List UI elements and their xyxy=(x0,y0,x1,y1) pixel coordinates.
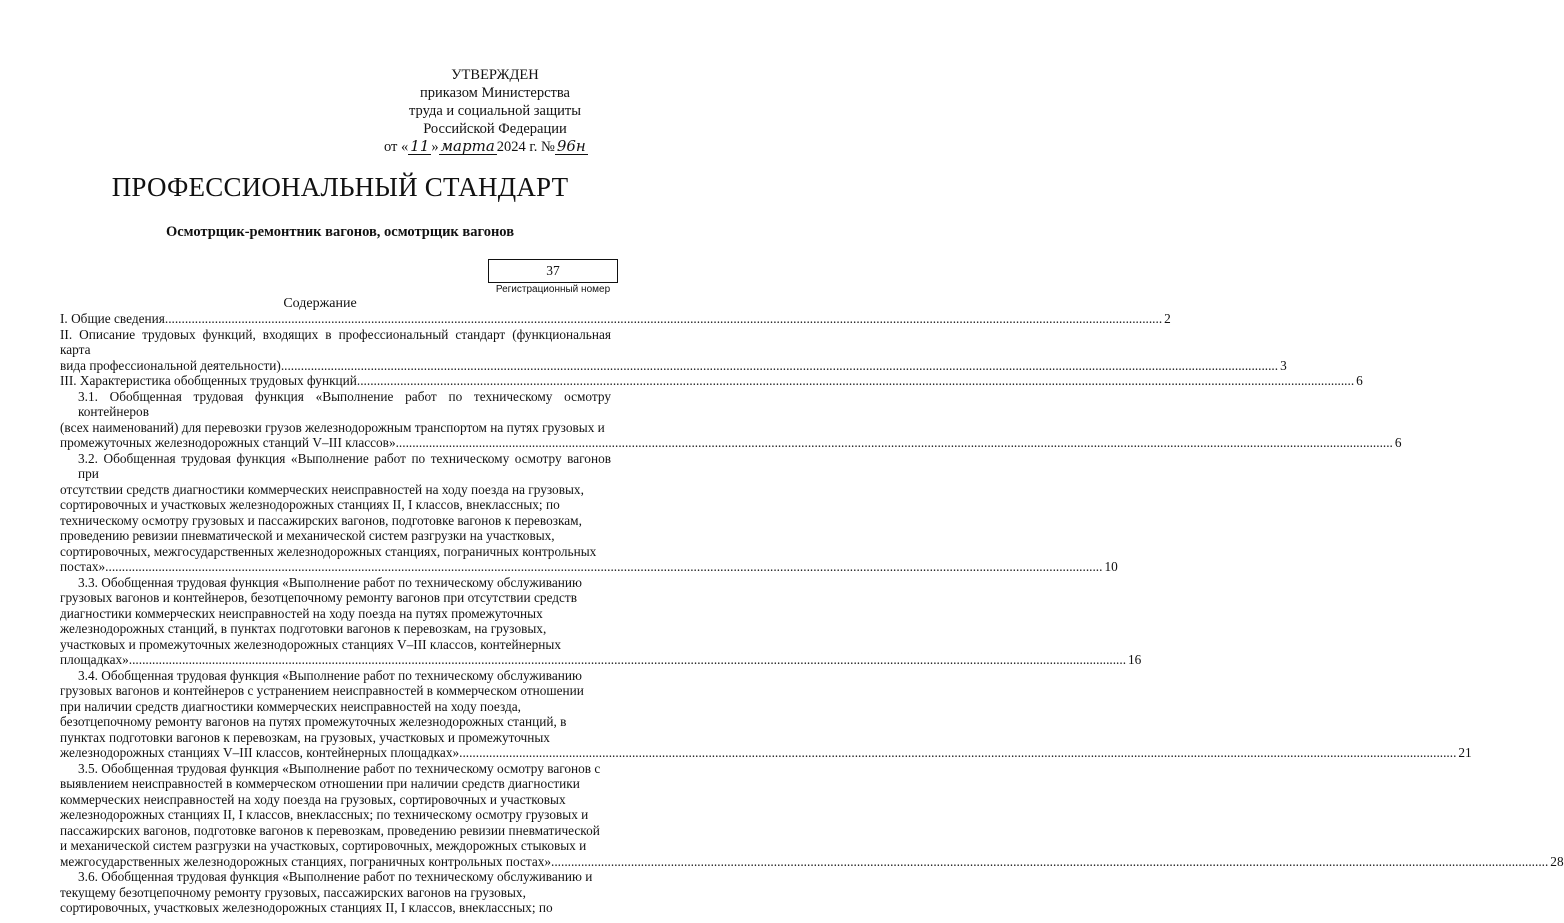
toc-entry-title: промежуточных железнодорожных станций V–III классов» xyxy=(60,435,396,450)
approval-line: труда и социальной защиты xyxy=(409,103,581,119)
toc-leader-dots: ............................................................................................................................................................................................................................................................................................................ xyxy=(164,311,1163,326)
toc-line: текущему безотцепочному ремонту грузовых, пассажирских вагонов на грузовых, xyxy=(60,884,526,900)
toc-entry-title: площадках» xyxy=(60,652,129,667)
toc-line: 3.1. Обобщенная трудовая функция «Выполнение работ по техническому осмотру контейнеров xyxy=(78,388,611,419)
toc-entry[interactable] xyxy=(60,435,1402,451)
approval-line: приказом Министерства xyxy=(420,85,570,101)
toc-line: при наличии средств диагностики коммерческих неисправностей на ходу поезда, xyxy=(60,698,521,714)
toc-line: сортировочных и участковых железнодорожных станциях II, I классов, внеклассных; по xyxy=(60,497,560,512)
toc-entry[interactable] xyxy=(60,745,1472,761)
order-date-number xyxy=(380,138,610,156)
toc-entry[interactable] xyxy=(60,373,1363,389)
approved-label: УТВЕРЖДЕН xyxy=(451,67,539,83)
toc-line: сортировочных, межгосударственных железнодорожных станциях, пограничных контрольных xyxy=(60,543,597,559)
toc-line: 3.4. Обобщенная трудовая функция «Выполнение работ по техническому обслуживанию xyxy=(78,667,582,683)
toc-entry[interactable] xyxy=(60,559,1118,575)
toc-entry-title: I. Общие сведения xyxy=(60,311,165,326)
handwritten-number: 96н xyxy=(556,137,586,155)
toc-page-number: 28 xyxy=(1550,853,1564,869)
toc-leader-dots: ............................................................................................................................................................................................................................................................................................................ xyxy=(551,853,1549,869)
toc-page-number: 2 xyxy=(1164,311,1171,326)
toc-line: 3.5. Обобщенная трудовая функция «Выполнение работ по техническому осмотру вагонов с xyxy=(78,760,601,776)
date-prefix: от « xyxy=(384,139,409,155)
toc-page-number: 6 xyxy=(1356,373,1363,388)
toc-page-number: 21 xyxy=(1458,745,1472,760)
toc-line: отсутствии средств диагностики коммерческих неисправностей на ходу поезда на грузовых, xyxy=(60,481,584,497)
toc-line: II. Описание трудовых функций, входящих в профессиональный стандарт (функциональная карта xyxy=(60,326,611,357)
toc-line: и механической систем разгрузки на участковых, сортировочных, междорожных стыковых и xyxy=(60,838,587,853)
toc-line: безотцепочному ремонту вагонов на путях промежуточных железнодорожных станций, в xyxy=(60,714,567,729)
toc-line: железнодорожных станциях II, I классов, внеклассных; по техническому осмотру грузовых и xyxy=(60,807,589,822)
toc-entry[interactable] xyxy=(60,357,1287,374)
toc-entry[interactable] xyxy=(60,652,1142,668)
toc-entry-title: постах» xyxy=(60,559,106,574)
standard-title: ПРОФЕССИОНАЛЬНЫЙ СТАНДАРТ xyxy=(111,172,569,202)
toc-entry-title: вида профессиональной деятельности) xyxy=(60,357,281,373)
toc-line: пассажирских вагонов, подготовке вагонов к перевозкам, проведению ревизии пневматической xyxy=(60,822,600,838)
approval-line: Российской Федерации xyxy=(423,121,567,137)
toc-entry-title: межгосударственных железнодорожных станциях, пограничных контрольных постах» xyxy=(60,853,552,869)
toc-line: техническому осмотру грузовых и пассажирских вагонов, подготовке вагонов к перевозкам, xyxy=(60,512,582,528)
date-mid: » xyxy=(431,139,439,155)
year-text: 2024 г. № xyxy=(496,139,555,155)
toc-line: 3.6. Обобщенная трудовая функция «Выполнение работ по техническому обслуживанию и xyxy=(78,869,593,884)
handwritten-month: марта xyxy=(440,137,495,155)
toc-leader-dots: ............................................................................................................................................................................................................................................................................................................ xyxy=(280,357,1279,373)
toc-page-number: 6 xyxy=(1394,435,1402,450)
toc-page-number: 16 xyxy=(1128,652,1142,667)
approval-block xyxy=(380,66,610,156)
toc-entry-title: III. Характеристика обобщенных трудовых функций xyxy=(60,373,357,388)
toc-line: железнодорожных станций, в пунктах подготовки вагонов к перевозкам, на грузовых, xyxy=(60,621,547,636)
handwritten-day: 11 xyxy=(410,137,430,155)
toc-line: грузовых вагонов и контейнеров с устранением неисправностей в коммерческом отношении xyxy=(60,683,584,698)
toc-page-number: 3 xyxy=(1280,357,1287,373)
table-of-contents xyxy=(60,311,1564,916)
toc-line: коммерческих неисправностей на ходу поезда на грузовых, сортировочных и участковых xyxy=(60,791,566,807)
toc-page-number: 10 xyxy=(1104,559,1118,574)
toc-entry[interactable] xyxy=(60,853,1564,870)
toc-line: выявлением неисправностей в коммерческом отношении при наличии средств диагностики xyxy=(60,776,580,791)
toc-leader-dots: ............................................................................................................................................................................................................................................................................................................ xyxy=(105,559,1103,574)
registration-number-box: 37 xyxy=(488,259,618,283)
toc-line: проведению ревизии пневматической и механической систем разгрузки на участковых, xyxy=(60,528,555,543)
toc-leader-dots: ............................................................................................................................................................................................................................................................................................................ xyxy=(459,745,1457,760)
toc-line: сортировочных, участковых железнодорожных станциях II, I классов, внеклассных; по xyxy=(60,900,553,915)
toc-line: грузовых вагонов и контейнеров, безотцепочному ремонту вагонов при отсутствии средств xyxy=(60,590,577,605)
toc-entry[interactable] xyxy=(60,311,1171,327)
toc-leader-dots: ............................................................................................................................................................................................................................................................................................................ xyxy=(356,373,1355,388)
registration-number-label: Регистрационный номер xyxy=(495,284,611,295)
toc-line: 3.3. Обобщенная трудовая функция «Выполнение работ по техническому обслуживанию xyxy=(78,574,582,590)
toc-line: участковых и промежуточных железнодорожных станциях V–III классов, контейнерных xyxy=(60,636,561,652)
toc-line: диагностики коммерческих неисправностей на ходу поезда на путях промежуточных xyxy=(60,605,543,621)
toc-entry-title: железнодорожных станциях V–III классов, контейнерных площадках» xyxy=(60,745,460,760)
contents-heading: Содержание xyxy=(283,296,357,311)
toc-line: (всех наименований) для перевозки грузов железнодорожным транспортом на путях грузовых и xyxy=(60,419,605,435)
profession-title: Осмотрщик-ремонтник вагонов, осмотрщик вагонов xyxy=(165,224,515,240)
toc-leader-dots: ............................................................................................................................................................................................................................................................................................................ xyxy=(395,435,1393,450)
toc-line: пунктах подготовки вагонов к перевозкам, на грузовых, участковых и промежуточных xyxy=(60,729,550,745)
toc-leader-dots: ............................................................................................................................................................................................................................................................................................................ xyxy=(128,652,1127,667)
toc-line: 3.2. Обобщенная трудовая функция «Выполнение работ по техническому осмотру вагонов при xyxy=(78,450,611,481)
